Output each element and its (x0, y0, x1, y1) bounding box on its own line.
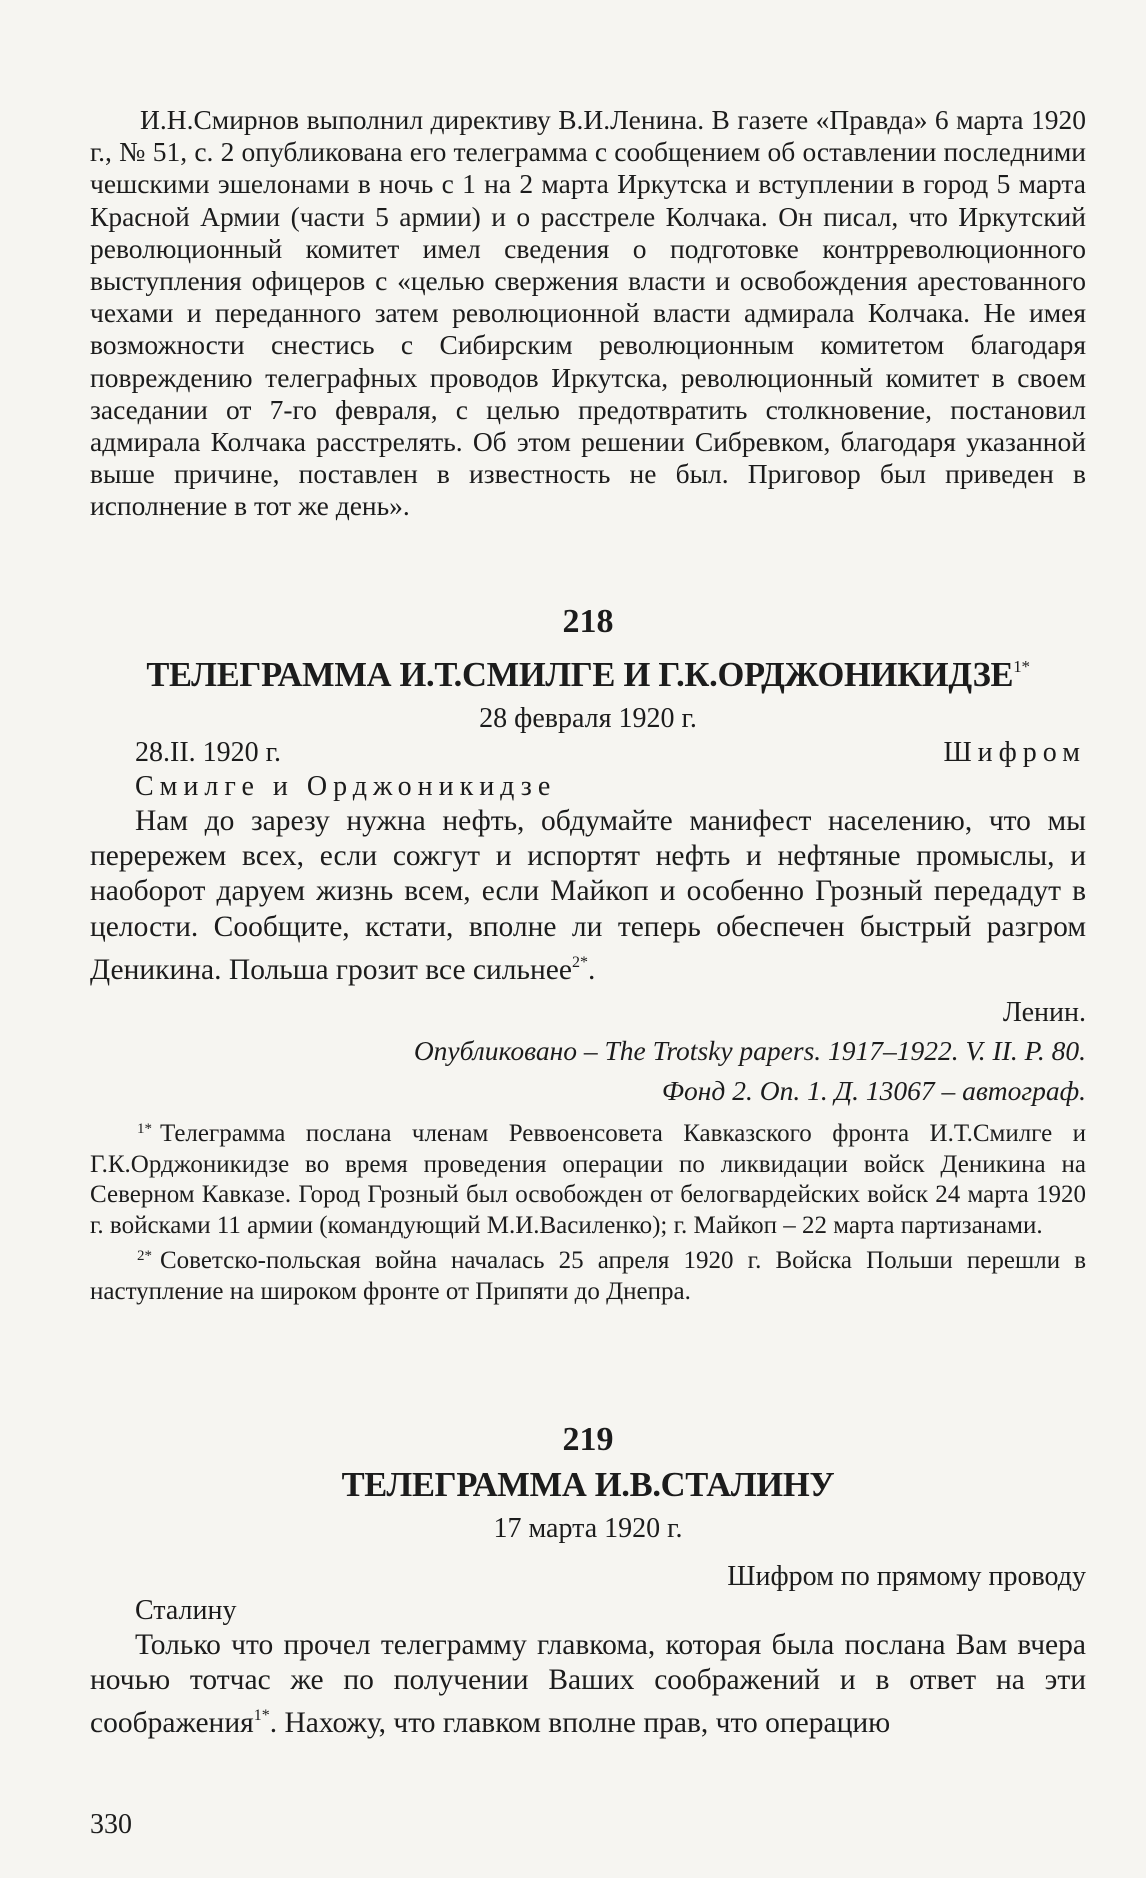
page-number: 330 (90, 1809, 132, 1840)
intro-paragraph: И.Н.Смирнов выполнил директиву В.И.Ленина. В газете «Правда» 6 марта 1920 г., № 51, с. 2 опубликована его телеграмма с сообщением об оставлении последними чешскими эшелонами в ночь с 1 на 2 марта Иркутска и вступлении в город 5 марта Красной Армии (части 5 армии) и о расстреле Колчака. Он писал, что Иркутский революционный комитет имел сведения о подготовке контрреволюционного выступления офицеров с «целью свержения власти и освобождения арестованного чехами и переданного затем революционной власти адмирала Колчака. Не имея возможности снестись с Сибирским революционным комитетом благодаря повреждению телеграфных проводов Иркутска, революционный комитет в своем заседании от 7-го февраля, с целью предотвратить столкновение, постановил адмирала Колчака расстрелять. Об этом решении Сибревком, благодаря указанной выше причине, поставлен в известность не был. Приговор был приведен в исполнение в тот же день». (90, 104, 1086, 522)
document-title: ТЕЛЕГРАММА И.В.СТАЛИНУ (341, 1466, 835, 1504)
addressee: Смилге и Орджоникидзе (135, 771, 557, 802)
telegram-body: Нам до зарезу нужна нефть, обдумайте манифест населению, что мы перережем всех, если сожгут и испортят нефть и нефтяные промыслы, и наоборот даруем жизнь всем, если Майкоп и особенно Грозный передадут в целости. Сообщите, кстати, вполне ли теперь обеспечен быстрый разгром Деникина. Польша грозит все сильнее$^{2*}$. (90, 805, 1086, 986)
document-date: 28 февраля 1920 г. (479, 703, 697, 734)
archive-reference: Фонд 2. Оп. 1. Д. 13067 – автограф. (661, 1075, 1086, 1107)
signature: Ленин. (1002, 997, 1086, 1029)
transmission-mode: Шифром (943, 737, 1086, 768)
document-218 (90, 602, 1086, 1307)
intro-section (90, 104, 1086, 523)
footnotes (90, 1114, 1086, 1307)
telegram-header (90, 736, 1086, 770)
footnote: $^{1*}$ Телеграмма послана членам Реввоенсовета Кавказского фронта И.Т.Смилге и Г.К.Орджоникидзе во время проведения операции по ликвидации войск Деникина на Северном Кавказе. Город Грозный был освобожден от белогвардейских войск 24 марта 1920 г. войсками 11 армии (командующий М.И.Василенко); г. Майкоп – 22 марта партизанами. (90, 1120, 1086, 1239)
footnote: $^{2*}$ Советско-польская война началась 25 апреля 1920 г. Войска Польши перешли в наступление на широком фронте от Припяти до Днепра. (90, 1247, 1086, 1305)
publication-source: Опубликовано – The Trotsky papers. 1917–1922. V. II. P. 80. (413, 1035, 1086, 1067)
document-title: ТЕЛЕГРАММА И.Т.СМИЛГЕ И $Г.К.ОРДЖОНИКИДЗЕ^{1*}$ (146, 656, 1030, 694)
telegram-date: 28.II. 1920 г. (135, 737, 281, 768)
footnote-ref: 2* (571, 953, 588, 971)
document-219 (90, 1420, 1086, 1742)
document-number: 219 (562, 1421, 614, 1458)
telegram-body: Только что прочел телеграмму главкома, которая была послана Вам вчера ночью тотчас же по получении Ваших соображений и в ответ на эти соображения$^{1*}$. Нахожу, что главком вполне прав, что операцию (90, 1629, 1086, 1740)
footnote-ref: 1* (1013, 657, 1030, 676)
addressee: Сталину (135, 1595, 237, 1626)
transmission-mode: Шифром по прямому проводу (727, 1561, 1086, 1592)
footnote-ref: 1* (253, 1707, 270, 1725)
document-number: 218 (562, 603, 614, 640)
document-date: 17 марта 1920 г. (493, 1513, 683, 1544)
